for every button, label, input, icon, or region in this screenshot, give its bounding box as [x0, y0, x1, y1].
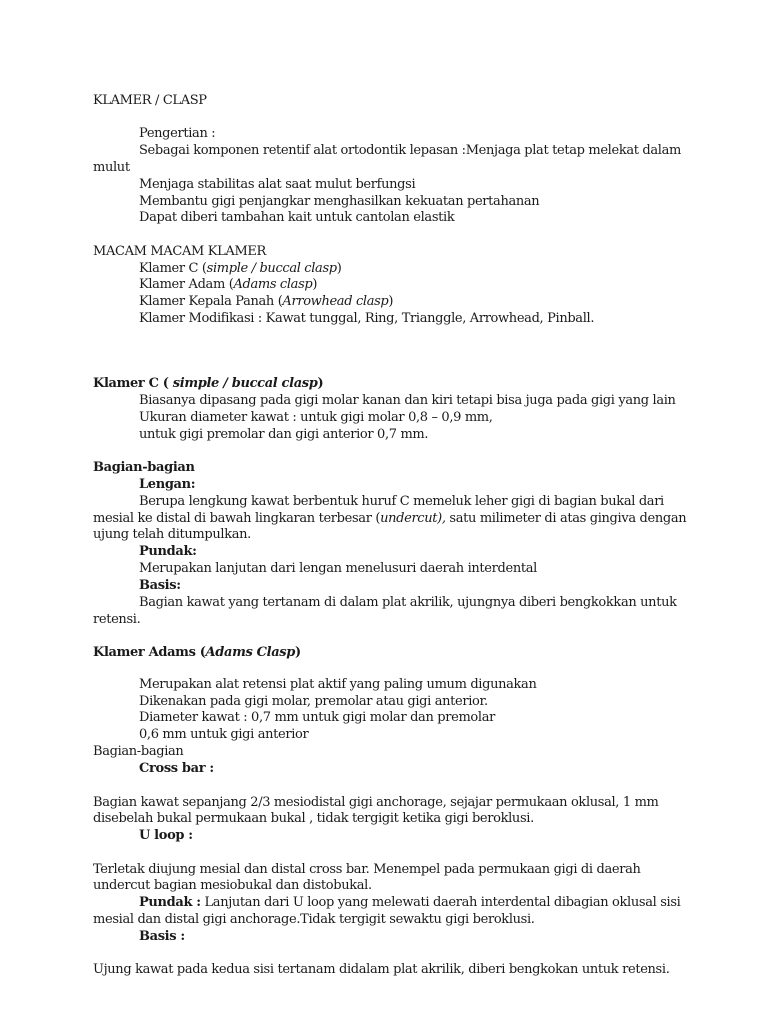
crossbar-line: Bagian kawat sepanjang 2/3 mesiodistal gigi anchorage, sejajar permukaan oklusal, 1 mm — [93, 795, 659, 810]
klamer-c-heading — [93, 376, 323, 392]
pundak-label: Pundak: — [139, 544, 197, 559]
macam-item-text: Klamer Adam ( — [139, 277, 234, 292]
macam-item: Klamer Modifikasi : Kawat tunggal, Ring, Trianggle, Arrowhead, Pinball. — [139, 311, 595, 326]
adams-line: Merupakan alat retensi plat aktif yang paling umum digunakan — [139, 677, 537, 692]
macam-item — [139, 261, 341, 277]
klamer-c-line: Biasanya dipasang pada gigi molar kanan dan kiri tetapi bisa juga pada gigi yang lain — [139, 393, 676, 408]
bagian-heading: Bagian-bagian — [93, 744, 184, 759]
heading-text: Klamer C ( — [93, 376, 173, 391]
doc-title: KLAMER / CLASP — [93, 93, 207, 108]
crossbar-line: disebelah bukal permukaan bukal , tidak tergigit ketika gigi beroklusi. — [93, 811, 534, 826]
macam-item-text: ) — [312, 277, 318, 292]
pundak-line — [139, 895, 680, 911]
macam-item-italic: simple / buccal clasp — [206, 261, 337, 276]
heading-text: Klamer Adams ( — [93, 645, 206, 660]
pengertian-line: Dapat diberi tambahan kait untuk cantolan elastik — [139, 210, 455, 225]
crossbar-label: Cross bar : — [139, 761, 214, 776]
lengan-text: mesial ke distal di bawah lingkaran terbesar ( — [93, 511, 381, 526]
basis-label: Basis : — [139, 929, 185, 944]
lengan-line: Berupa lengkung kawat berbentuk huruf C memeluk leher gigi di bagian bukal dari — [139, 494, 664, 509]
klamer-c-line: Ukuran diameter kawat : untuk gigi molar 0,8 – 0,9 mm, — [139, 410, 493, 425]
adams-line: Dikenakan pada gigi molar, premolar atau gigi anterior. — [139, 694, 488, 709]
basis-label: Basis: — [139, 578, 181, 593]
heading-text: ) — [317, 376, 324, 391]
lengan-label: Lengan: — [139, 477, 196, 492]
adams-heading — [93, 645, 301, 661]
macam-item — [139, 277, 317, 293]
pengertian-heading: Pengertian : — [139, 126, 216, 141]
lengan-line — [93, 511, 686, 527]
macam-item-text: ) — [388, 294, 394, 309]
pundak-line: mesial dan distal gigi anchorage.Tidak tergigit sewaktu gigi beroklusi. — [93, 912, 535, 927]
macam-heading: MACAM MACAM KLAMER — [93, 244, 266, 259]
uloop-line: Terletak diujung mesial dan distal cross bar. Menempel pada permukaan gigi di daerah — [93, 862, 641, 877]
lengan-text: satu milimeter di atas gingiva dengan — [445, 511, 687, 526]
basis-line: Ujung kawat pada kedua sisi tertanam didalam plat akrilik, diberi bengkokan untuk retensi. — [93, 962, 670, 977]
heading-italic: simple / buccal clasp — [172, 376, 318, 391]
bagian-heading: Bagian-bagian — [93, 460, 195, 475]
pengertian-line: Sebagai komponen retentif alat ortodontik lepasan :Menjaga plat tetap melekat dalam — [139, 143, 681, 158]
macam-item-italic: Adams clasp — [233, 277, 313, 292]
lengan-italic: undercut), — [380, 511, 446, 526]
macam-item-text: Klamer Kepala Panah ( — [139, 294, 283, 309]
macam-item — [139, 294, 393, 310]
macam-item-italic: Arrowhead clasp — [282, 294, 389, 309]
lengan-line: ujung telah ditumpulkan. — [93, 527, 251, 542]
uloop-line: undercut bagian mesiobukal dan distobukal. — [93, 878, 372, 893]
macam-item-text: ) — [336, 261, 342, 276]
pengertian-line: mulut — [93, 160, 130, 175]
heading-text: ) — [294, 645, 301, 660]
uloop-label: U loop : — [139, 828, 193, 843]
pengertian-line: Menjaga stabilitas alat saat mulut berfungsi — [139, 177, 416, 192]
pundak-label: Pundak : — [139, 895, 201, 910]
macam-item-text: Klamer C ( — [139, 261, 207, 276]
klamer-c-line: untuk gigi premolar dan gigi anterior 0,7 mm. — [139, 427, 429, 442]
pundak-line: Merupakan lanjutan dari lengan menelusuri daerah interdental — [139, 561, 537, 576]
pengertian-line: Membantu gigi penjangkar menghasilkan kekuatan pertahanan — [139, 194, 540, 209]
pundak-text: Lanjutan dari U loop yang melewati daerah interdental dibagian oklusal sisi — [200, 895, 681, 910]
adams-line: 0,6 mm untuk gigi anterior — [139, 727, 309, 742]
basis-line: retensi. — [93, 612, 141, 627]
adams-line: Diameter kawat : 0,7 mm untuk gigi molar dan premolar — [139, 710, 495, 725]
basis-line: Bagian kawat yang tertanam di dalam plat akrilik, ujungnya diberi bengkokkan untuk — [139, 595, 677, 610]
heading-italic: Adams Clasp — [205, 645, 295, 660]
